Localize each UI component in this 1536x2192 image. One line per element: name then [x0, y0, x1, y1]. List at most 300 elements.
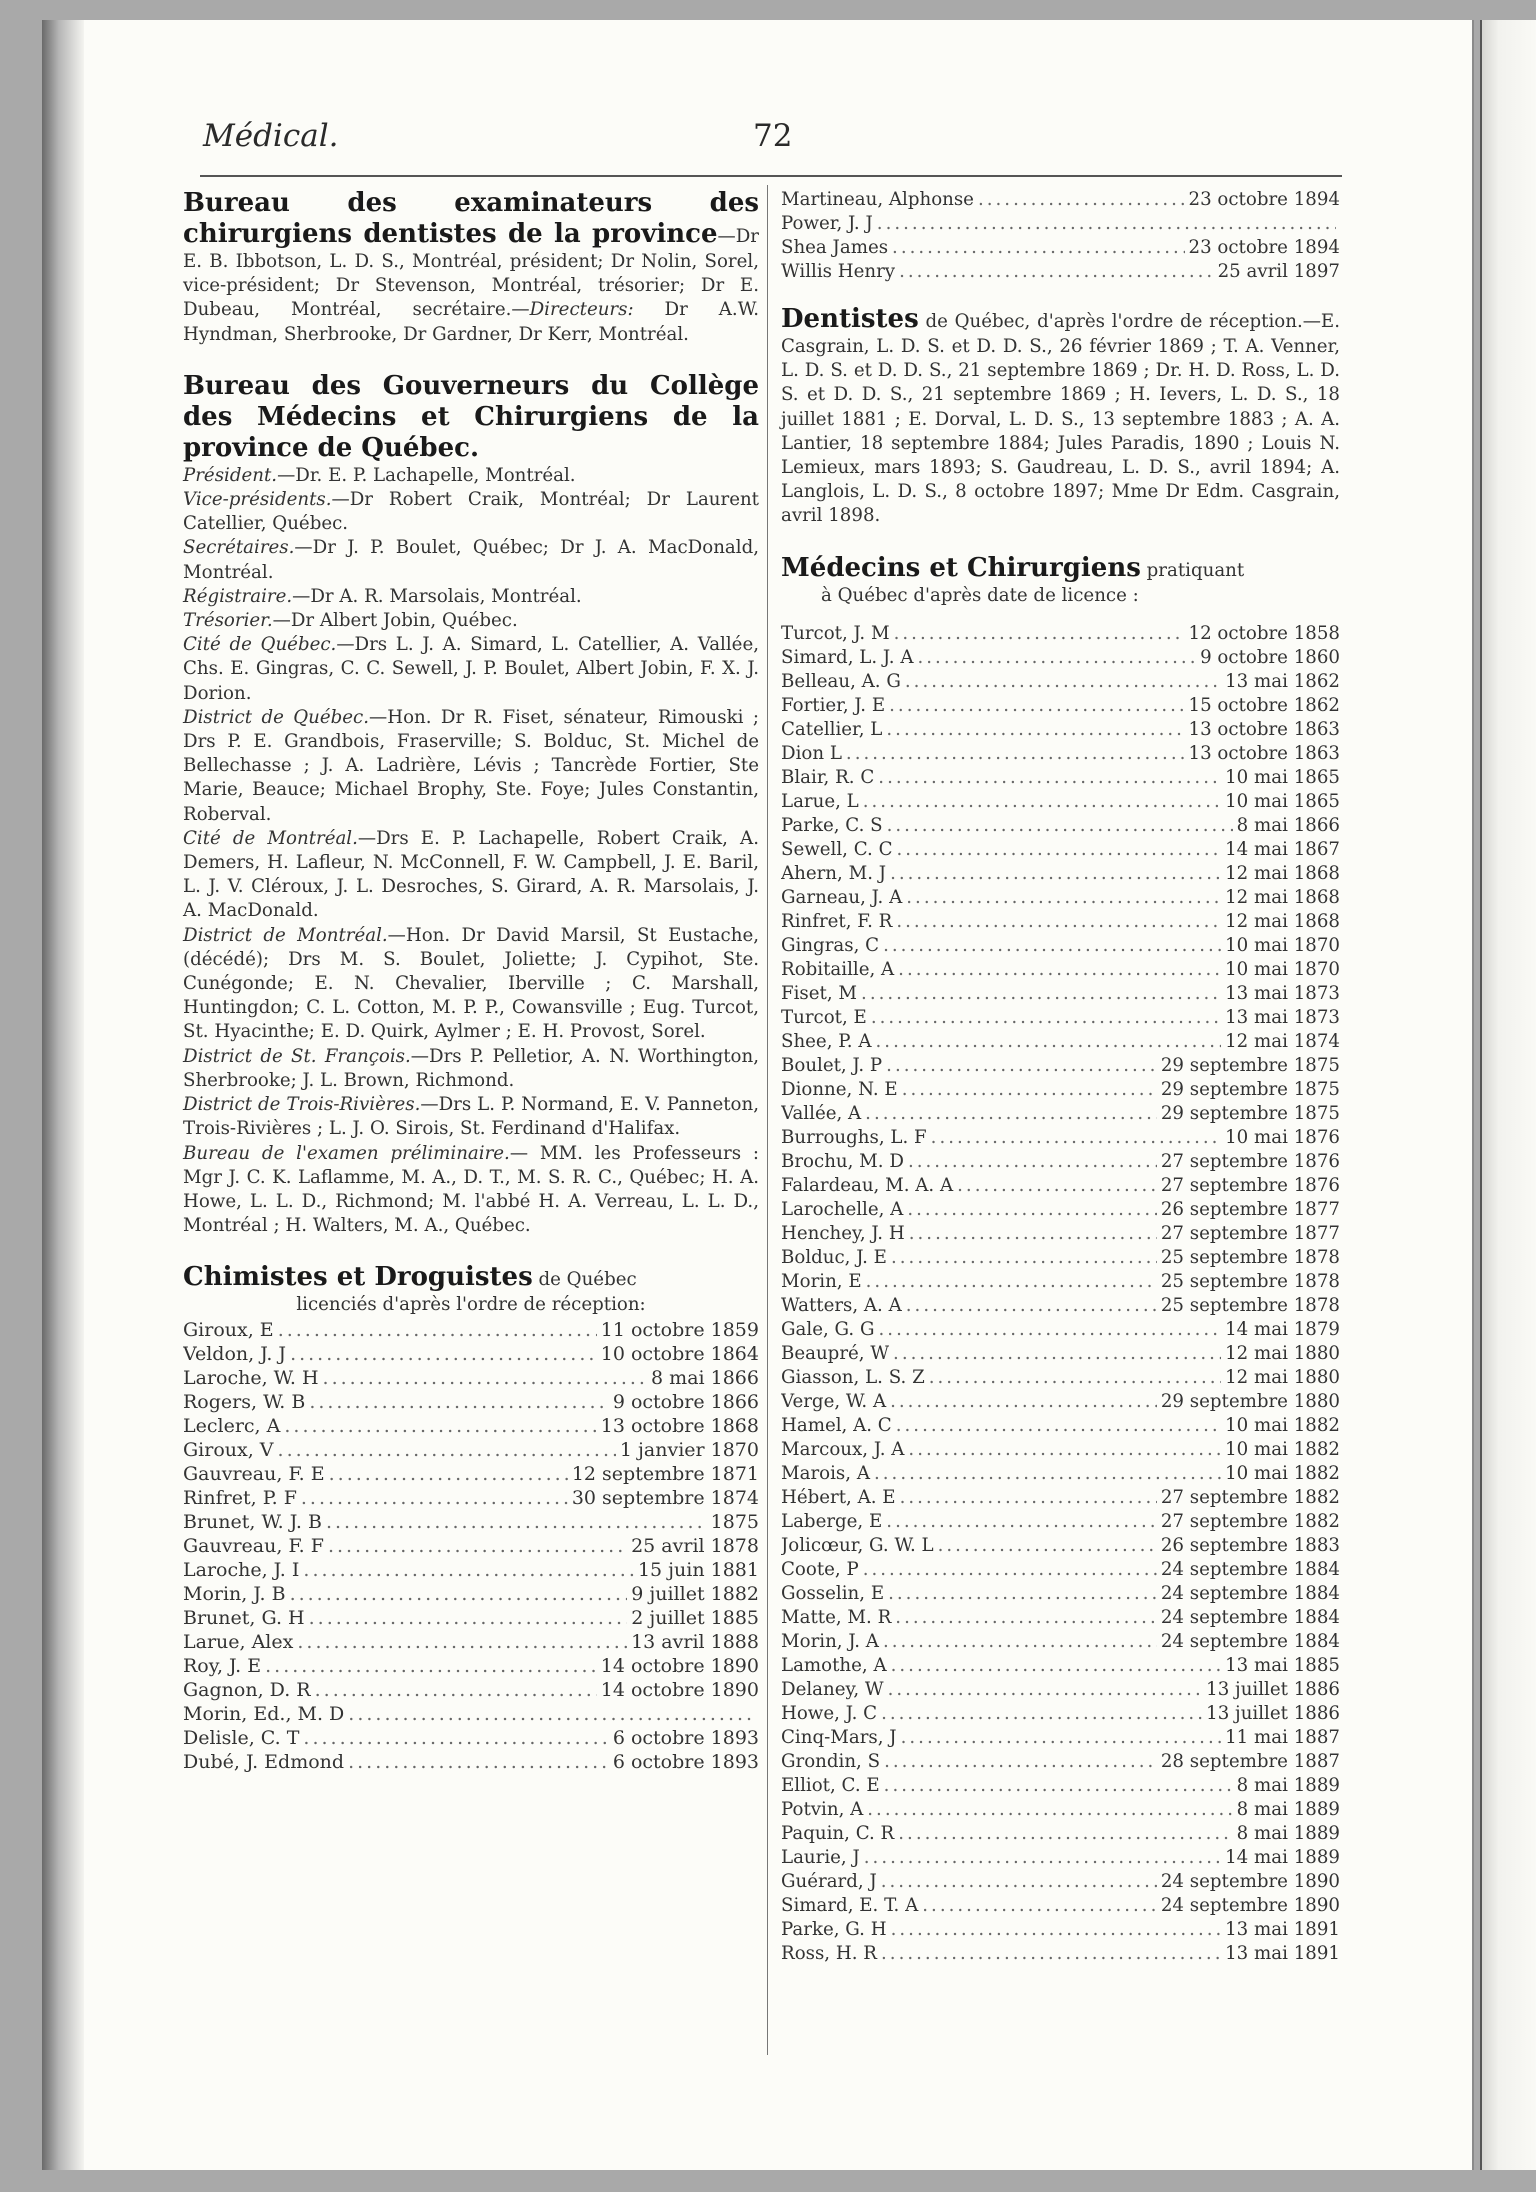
entry-name: Rinfret, P. F: [183, 1486, 297, 1509]
leader-dots: [922, 1894, 1157, 1918]
entry-date: 10 octobre 1864: [600, 1342, 759, 1365]
entry-date: 12 mai 1868: [1225, 862, 1340, 884]
entry-name: Delisle, C. T: [183, 1726, 300, 1749]
entry-date: 25 septembre 1878: [1160, 1246, 1340, 1268]
entry-name: Power, J. J: [781, 213, 873, 234]
entry-label: Secrétaires.: [183, 537, 295, 559]
leader-dots: [878, 766, 1221, 790]
leader-dots: [309, 1390, 609, 1414]
entry-date: 29 septembre 1875: [1160, 1054, 1340, 1076]
entry-date: 12 mai 1880: [1225, 1366, 1340, 1388]
running-head: Médical.: [203, 118, 339, 154]
leader-dots: [278, 1318, 597, 1342]
leader-dots: [908, 1150, 1157, 1174]
entry-label: Cité de Québec.: [183, 634, 337, 656]
list-item: [183, 1702, 759, 1726]
list-item: [781, 1294, 1340, 1318]
leader-dots: [326, 1510, 707, 1534]
entry-date: 13 mai 1862: [1225, 670, 1340, 692]
entry-text: —Drs P. Pelletior, A. N. Worthington, Sherbrooke; J. L. Brown, Richmond.: [183, 1045, 759, 1091]
entry-name: Gosselin, E: [781, 1582, 885, 1604]
leader-dots: [893, 1342, 1221, 1366]
leader-dots: [329, 1462, 568, 1486]
leader-dots: [881, 1870, 1157, 1894]
gouverneurs-entry: [183, 464, 759, 488]
leader-dots: [900, 1486, 1157, 1510]
list-item: [781, 1846, 1340, 1870]
entry-date: 25 septembre 1878: [1160, 1270, 1340, 1292]
list-item: [183, 1654, 759, 1678]
list-item: [781, 1438, 1340, 1462]
entry-name: Larue, Alex: [183, 1630, 294, 1653]
entry-date: 9 juillet 1882: [631, 1582, 759, 1605]
leader-dots: [906, 886, 1221, 910]
list-item: [781, 694, 1340, 718]
header-rule: [200, 175, 1342, 177]
entry-label: Président.: [183, 464, 278, 486]
entry-date: 13 avril 1888: [631, 1630, 759, 1653]
leader-dots: [871, 1006, 1221, 1030]
entry-date: 27 septembre 1876: [1160, 1174, 1340, 1196]
entry-name: Veldon, J. J: [183, 1342, 287, 1365]
entry-name: Laberge, E: [781, 1510, 883, 1532]
list-item: [781, 1942, 1340, 1966]
list-item: [781, 670, 1340, 694]
leader-dots: [348, 1750, 609, 1774]
leader-dots: [899, 260, 1214, 284]
list-item: [781, 1774, 1340, 1798]
entry-date: 13 octobre 1868: [600, 1414, 759, 1437]
entry-name: Morin, E: [781, 1270, 862, 1292]
list-item: [183, 1726, 759, 1750]
leader-dots: [328, 1534, 627, 1558]
list-item: [781, 212, 1340, 236]
list-item: [781, 934, 1340, 958]
entry-date: 13 juillet 1886: [1206, 1702, 1340, 1724]
entry-name: Morin, J. B: [183, 1582, 286, 1605]
section-text: —Dr E. B. Ibbotson, L. D. S., Montréal, président; Dr Nolin, Sorel, vice-président; Dr Stevenson, Montréal, trésorier; Dr E. Dubeau, Montréal, secrétaire.—: [183, 226, 759, 321]
list-item: [183, 1582, 759, 1606]
list-item: [781, 1798, 1340, 1822]
entry-name: Shee, P. A: [781, 1030, 872, 1052]
medecins-list: [781, 622, 1340, 1966]
gouverneurs-entry: [183, 536, 759, 584]
leader-dots: [886, 1054, 1157, 1078]
entry-name: Laroche, J. I: [183, 1558, 300, 1581]
entry-name: Turcot, E: [781, 1006, 867, 1028]
entry-name: Potvin, A: [781, 1798, 864, 1820]
leader-dots: [881, 1942, 1221, 1966]
entry-date: 12 septembre 1871: [571, 1462, 759, 1485]
entry-date: 10 mai 1882: [1225, 1414, 1340, 1436]
list-item: [781, 1222, 1340, 1246]
page-header: [158, 118, 1348, 158]
entry-name: Vallée, A: [781, 1102, 862, 1124]
bureau-gouverneurs-section: [183, 371, 759, 1239]
entry-name: Sewell, C. C: [781, 838, 893, 860]
list-item: [183, 1342, 759, 1366]
entry-date: 13 juillet 1886: [1206, 1678, 1340, 1700]
entry-name: Brunet, G. H: [183, 1606, 305, 1629]
list-item: [781, 1654, 1340, 1678]
entry-name: Verge, W. A: [781, 1390, 887, 1412]
leader-dots: [309, 1606, 628, 1630]
entry-name: Hébert, A. E: [781, 1486, 896, 1508]
directeurs-text: Dr A.W. Hyndman, Sherbrooke, Dr Gardner, Dr Kerr, Montréal.: [183, 299, 759, 345]
entry-date: 26 septembre 1883: [1160, 1534, 1340, 1556]
entry-text: —Drs E. P. Lachapelle, Robert Craik, A. Demers, H. Lafleur, N. McConnell, F. W. Campbell, J. E. Baril, L. J. V. Cléroux, J. L. Desroches, S. Girard, A. R. Marsolais, J. A. MacDonald.: [183, 827, 759, 922]
entry-name: Dubé, J. Edmond: [183, 1750, 345, 1773]
entry-date: 6 octobre 1893: [612, 1726, 759, 1749]
leader-dots: [929, 1366, 1221, 1390]
leader-dots: [265, 1654, 597, 1678]
entry-date: 10 mai 1865: [1225, 790, 1340, 812]
list-item: [781, 1918, 1340, 1942]
entry-name: Parke, G. H: [781, 1918, 887, 1940]
entry-name: Watters, A. A: [781, 1294, 902, 1316]
entry-name: Garneau, J. A: [781, 886, 903, 908]
entry-name: Rinfret, F. R: [781, 910, 893, 932]
entry-date: 12 mai 1868: [1225, 886, 1340, 908]
entry-date: 10 mai 1865: [1225, 766, 1340, 788]
list-item: [781, 1150, 1340, 1174]
entry-name: Simard, E. T. A: [781, 1894, 919, 1916]
leader-dots: [906, 1294, 1157, 1318]
section-heading: Bureau des Gouverneurs du Collège des Médecins et Chirurgiens de la province de Québec.: [183, 370, 759, 463]
list-item: [781, 1606, 1340, 1630]
leader-dots: [897, 838, 1222, 862]
leader-dots: [907, 1198, 1157, 1222]
entry-date: 14 octobre 1890: [600, 1654, 759, 1677]
leader-dots: [957, 1174, 1157, 1198]
gouverneurs-entries: [183, 464, 759, 1239]
list-item: [781, 622, 1340, 646]
entry-label: District de Montréal.: [183, 924, 388, 946]
list-item: [781, 1318, 1340, 1342]
entry-date: 27 septembre 1882: [1160, 1486, 1340, 1508]
leader-dots: [908, 1438, 1221, 1462]
entry-name: Fiset, M: [781, 982, 858, 1004]
entry-name: Falardeau, M. A. A: [781, 1174, 954, 1196]
directeurs-label: Directeurs:: [529, 299, 634, 321]
entry-name: Cinq-Mars, J: [781, 1726, 897, 1748]
entry-name: Robitaille, A: [781, 958, 895, 980]
section-subtitle-line: à Québec d'après date de licence :: [821, 584, 1139, 606]
entry-date: 27 septembre 1882: [1160, 1510, 1340, 1532]
entry-date: 11 mai 1887: [1225, 1726, 1340, 1748]
entry-date: 8 mai 1866: [651, 1366, 759, 1389]
list-item: [781, 1750, 1340, 1774]
list-item: [781, 886, 1340, 910]
entry-date: 12 mai 1868: [1225, 910, 1340, 932]
entry-name: Martineau, Alphonse: [781, 189, 974, 210]
list-item: [781, 814, 1340, 838]
leader-dots: [883, 1630, 1157, 1654]
list-item: [781, 1414, 1340, 1438]
entry-date: 8 mai 1889: [1236, 1822, 1340, 1844]
leader-dots: [315, 1678, 597, 1702]
entry-name: Burroughs, L. F: [781, 1126, 927, 1148]
entry-label: District de Québec.: [183, 706, 370, 728]
entry-text: — MM. les Professeurs : Mgr J. C. K. Laflamme, M. A., D. T., M. S. R. C., Québec; H. A. Howe, L. L. D., Richmond; M. l'abbé H. A. Verreau, L. L. D., Montréal ; H. Walters, M. A., Québec.: [183, 1142, 760, 1237]
entry-name: Howe, J. C: [781, 1702, 878, 1724]
leader-dots: [901, 1726, 1222, 1750]
leader-dots: [898, 1822, 1232, 1846]
entry-name: Marcoux, J. A: [781, 1438, 905, 1460]
entry-name: Boulet, J. P: [781, 1054, 883, 1076]
entry-date: 24 septembre 1884: [1160, 1558, 1340, 1580]
leader-dots: [301, 1486, 568, 1510]
entry-date: 29 septembre 1875: [1160, 1078, 1340, 1100]
section-subtitle-line: licenciés d'après l'ordre de réception:: [296, 1294, 646, 1316]
entry-name: Fortier, J. E: [781, 694, 886, 716]
list-item: [781, 790, 1340, 814]
gouverneurs-entry: [183, 488, 759, 536]
leader-dots: [891, 1654, 1221, 1678]
list-item: [781, 1102, 1340, 1126]
entry-date: 13 octobre 1863: [1188, 742, 1340, 764]
entry-name: Larochelle, A: [781, 1198, 904, 1220]
entry-label: District de St. François.: [183, 1045, 411, 1067]
entry-name: Simard, L. J. A: [781, 646, 914, 668]
leader-dots: [879, 1318, 1222, 1342]
leader-dots: [898, 958, 1221, 982]
entry-name: Dion L: [781, 742, 842, 764]
leader-dots: [865, 1102, 1157, 1126]
leader-dots: [863, 1558, 1157, 1582]
entry-date: 24 septembre 1890: [1160, 1870, 1340, 1892]
entry-date: 13 octobre 1863: [1188, 718, 1340, 740]
entry-name: Parke, C. S: [781, 814, 883, 836]
leader-dots: [891, 1918, 1221, 1942]
entry-date: 29 septembre 1875: [1160, 1102, 1340, 1124]
entry-name: Guérard, J: [781, 1870, 877, 1892]
entry-name: Ahern, M. J: [781, 862, 887, 884]
entry-name: Bolduc, J. E: [781, 1246, 887, 1268]
entry-date: 10 mai 1870: [1225, 958, 1340, 980]
entry-name: Marois, A: [781, 1462, 870, 1484]
bureau-dentistes-section: [183, 188, 759, 347]
entry-name: Paquin, C. R: [781, 1822, 895, 1844]
entry-date: 9 octobre 1866: [612, 1390, 759, 1413]
list-item: [781, 742, 1340, 766]
column-divider: [767, 185, 768, 2055]
leader-dots: [284, 1414, 596, 1438]
entry-name: Jolicœur, G. W. L: [781, 1534, 934, 1556]
section-subtitle: de Québec: [532, 1269, 637, 1291]
entry-name: Laurie, J: [781, 1846, 860, 1868]
leader-dots: [877, 212, 1336, 236]
entry-name: Leclerc, A: [183, 1414, 281, 1437]
chimistes-list: [183, 1318, 759, 1774]
entry-label: Régistraire.: [183, 585, 293, 607]
leader-dots: [978, 188, 1185, 212]
right-column: [781, 188, 1340, 1966]
list-item: [781, 1702, 1340, 1726]
list-item: [183, 1678, 759, 1702]
gouverneurs-entry: [183, 633, 759, 706]
entry-date: 8 mai 1866: [1236, 814, 1340, 836]
gouverneurs-entry: [183, 1093, 759, 1141]
entry-date: 24 septembre 1890: [1160, 1894, 1340, 1916]
list-item: [183, 1750, 759, 1774]
entry-date: 15 octobre 1862: [1188, 694, 1340, 716]
entry-date: 11 octobre 1859: [600, 1318, 759, 1341]
gouverneurs-entry: [183, 1142, 759, 1239]
section-heading: Dentistes: [781, 304, 919, 334]
entry-name: Laroche, W. H: [183, 1366, 319, 1389]
entry-name: Turcot, J. M: [781, 622, 890, 644]
leader-dots: [886, 718, 1184, 742]
gouverneurs-entry: [183, 1045, 759, 1093]
entry-date: 14 mai 1867: [1225, 838, 1340, 860]
list-item: [781, 1678, 1340, 1702]
leader-dots: [861, 982, 1221, 1006]
list-item: [781, 862, 1340, 886]
leader-dots: [348, 1702, 755, 1726]
gouverneurs-entry: [183, 585, 759, 609]
list-item: [781, 982, 1340, 1006]
page-number: 72: [753, 118, 793, 154]
entry-name: Gale, G. G: [781, 1318, 875, 1340]
entry-date: 10 mai 1882: [1225, 1438, 1340, 1460]
entry-name: Blair, R. C: [781, 766, 875, 788]
list-item: [183, 1534, 759, 1558]
entry-name: Giroux, E: [183, 1318, 274, 1341]
leader-dots: [909, 1222, 1157, 1246]
entry-text: —Dr Albert Jobin, Québec.: [272, 610, 518, 632]
entry-date: 30 septembre 1874: [571, 1486, 759, 1509]
continued-list: [781, 188, 1340, 284]
entry-date: 2 juillet 1885: [631, 1606, 759, 1629]
entry-name: Matte, M. R: [781, 1606, 892, 1628]
facing-page-edge: [1480, 20, 1536, 2170]
leader-dots: [905, 670, 1221, 694]
leader-dots: [881, 1702, 1202, 1726]
section-heading: Médecins et Chirurgiens: [781, 552, 1141, 583]
leader-dots: [303, 1558, 634, 1582]
list-item: [781, 646, 1340, 670]
list-item: [781, 1894, 1340, 1918]
entry-label: Vice-présidents.: [183, 489, 332, 511]
leader-dots: [884, 1774, 1233, 1798]
entry-date: 9 octobre 1860: [1200, 646, 1340, 668]
entry-date: 15 juin 1881: [637, 1558, 759, 1581]
entry-date: 10 mai 1870: [1225, 934, 1340, 956]
entry-date: 26 septembre 1877: [1160, 1198, 1340, 1220]
entry-name: Willis Henry: [781, 261, 896, 282]
left-column: [183, 188, 759, 1774]
entry-date: 25 avril 1878: [631, 1534, 759, 1557]
list-item: [183, 1630, 759, 1654]
entry-date: 14 mai 1889: [1225, 1846, 1340, 1868]
leader-dots: [894, 622, 1185, 646]
chimistes-section: [183, 1262, 759, 1773]
list-item: [781, 1030, 1340, 1054]
list-item: [183, 1414, 759, 1438]
list-item: [781, 1630, 1340, 1654]
entry-label: Bureau de l'examen préliminaire.: [183, 1142, 510, 1164]
entry-date: 12 octobre 1858: [1188, 622, 1340, 644]
gouverneurs-entry: [183, 609, 759, 633]
entry-name: Gauvreau, F. F: [183, 1534, 324, 1557]
entry-date: 1 janvier 1870: [619, 1438, 759, 1461]
list-item: [183, 1438, 759, 1462]
leader-dots: [303, 1726, 608, 1750]
entry-date: 23 octobre 1894: [1188, 189, 1340, 210]
leader-dots: [863, 790, 1221, 814]
entry-name: Brunet, W. J. B: [183, 1510, 322, 1533]
entry-text: —Drs L. P. Normand, E. V. Panneton, Trois-Rivières ; L. J. O. Sirois, St. Ferdinand d'Halifax.: [183, 1094, 759, 1140]
entry-name: Lamothe, A: [781, 1654, 887, 1676]
section-heading: Chimistes et Droguistes: [183, 1262, 533, 1293]
medecins-section: [781, 553, 1340, 1966]
entry-name: Elliot, C. E: [781, 1774, 880, 1796]
leader-dots: [917, 646, 1196, 670]
entry-name: Coote, P: [781, 1558, 859, 1580]
gouverneurs-entry: [183, 706, 759, 827]
entry-name: Giasson, L. S. Z: [781, 1366, 925, 1388]
list-item: [781, 1342, 1340, 1366]
entry-name: Delaney, W: [781, 1678, 884, 1700]
entry-date: 13 mai 1873: [1225, 1006, 1340, 1028]
leader-dots: [876, 1030, 1222, 1054]
entry-date: 29 septembre 1880: [1160, 1390, 1340, 1412]
leader-dots: [278, 1438, 616, 1462]
leader-dots: [931, 1126, 1221, 1150]
list-item: [183, 1318, 759, 1342]
list-item: [781, 1174, 1340, 1198]
list-item: [781, 1870, 1340, 1894]
list-item: [781, 188, 1340, 212]
list-item: [781, 910, 1340, 934]
entry-name: Gagnon, D. R: [183, 1678, 311, 1701]
entry-date: 8 mai 1889: [1236, 1798, 1340, 1820]
list-item: [781, 236, 1340, 260]
entry-name: Hamel, A. C: [781, 1414, 892, 1436]
entry-text: —Dr J. P. Boulet, Québec; Dr J. A. MacDonald, Montréal.: [183, 537, 759, 583]
entry-name: Shea James: [781, 237, 889, 258]
list-item: [183, 1462, 759, 1486]
entry-text: —Dr A. R. Marsolais, Montréal.: [292, 585, 582, 607]
list-item: [781, 838, 1340, 862]
entry-name: Rogers, W. B: [183, 1390, 306, 1413]
leader-dots: [892, 236, 1184, 260]
leader-dots: [891, 1246, 1157, 1270]
entry-name: Dionne, N. E: [781, 1078, 898, 1100]
leader-dots: [890, 862, 1221, 886]
entry-name: Ross, H. R: [781, 1942, 877, 1964]
entry-text: —Drs L. J. A. Simard, L. Catellier, A. Vallée, Chs. E. Gingras, C. C. Sewell, J. P. Boulet, Albert Jobin, F. X. J. Dorion.: [183, 634, 759, 704]
entry-name: Gauvreau, F. E: [183, 1462, 325, 1485]
entry-text: —Dr Robert Craik, Montréal; Dr Laurent Catellier, Québec.: [183, 489, 759, 535]
leader-dots: [297, 1630, 627, 1654]
entry-name: Brochu, M. D: [781, 1150, 904, 1172]
list-item: [781, 1270, 1340, 1294]
entry-date: 10 mai 1882: [1225, 1462, 1340, 1484]
list-item: [781, 766, 1340, 790]
entry-name: Catellier, L: [781, 718, 883, 740]
list-item: [781, 1054, 1340, 1078]
entry-date: 24 septembre 1884: [1160, 1606, 1340, 1628]
list-item: [781, 1558, 1340, 1582]
entry-label: Trésorier.: [183, 610, 273, 632]
leader-dots: [886, 1510, 1157, 1534]
entry-name: Roy, J. E: [183, 1654, 262, 1677]
list-item: [781, 1726, 1340, 1750]
list-item: [183, 1486, 759, 1510]
list-item: [781, 1366, 1340, 1390]
